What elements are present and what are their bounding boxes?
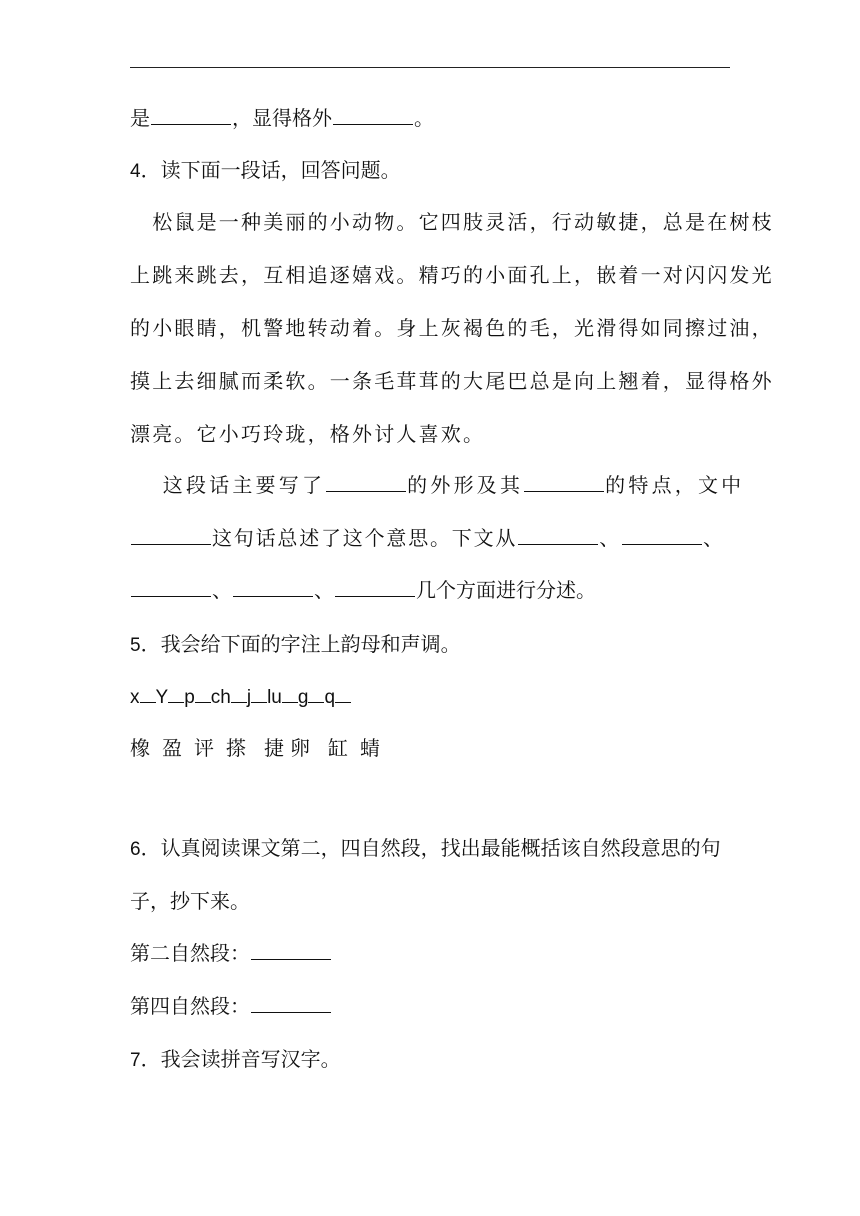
q7-heading	[130, 1044, 730, 1076]
character: 卵	[290, 736, 310, 760]
q4-heading	[130, 155, 730, 187]
pinyin-blank[interactable]	[195, 684, 211, 703]
q3-text-3: 。	[414, 106, 434, 130]
answer-label: 第二自然段：	[130, 941, 250, 965]
q4-task-line-2	[130, 523, 730, 553]
task-text: 几个方面进行分述。	[416, 578, 596, 602]
task-text: 的外形及其	[407, 473, 524, 497]
pinyin-initial: x	[130, 687, 140, 708]
character: 橡	[130, 736, 150, 760]
answer-blank[interactable]	[151, 104, 231, 125]
answer-blank[interactable]	[251, 992, 331, 1013]
q3-text-1: 是	[130, 106, 150, 130]
answer-blank[interactable]	[326, 471, 406, 492]
separator: 、	[703, 526, 725, 550]
q4-task-line-3	[130, 575, 730, 605]
passage-line: 上跳来跳去，互相追逐嬉戏。精巧的小面孔上，嵌着一对闪闪发光	[130, 263, 774, 287]
header-rule	[130, 67, 730, 68]
answer-blank[interactable]	[524, 471, 604, 492]
question-prompt: ．读下面一段话，回答问题。	[140, 158, 401, 182]
answer-blank[interactable]	[335, 576, 415, 597]
character-row	[130, 733, 730, 763]
answer-blank[interactable]	[333, 104, 413, 125]
pinyin-initial: q	[324, 687, 336, 708]
pinyin-row	[130, 683, 730, 713]
pinyin-initial: p	[184, 687, 195, 708]
question-number: 6	[130, 839, 141, 860]
passage-line: 摸上去细腻而柔软。一条毛茸茸的大尾巴总是向上翘着，显得格外	[130, 369, 774, 393]
task-text: 的特点，文中	[605, 473, 745, 497]
task-text: 这段话主要写了	[130, 473, 326, 497]
para4-answer-line	[130, 991, 730, 1021]
q3-text-2: ，显得格外	[232, 106, 332, 130]
answer-blank[interactable]	[622, 524, 702, 545]
character: 缸	[328, 736, 348, 760]
answer-blank[interactable]	[518, 524, 598, 545]
character: 评	[194, 736, 214, 760]
pinyin-initial: lu	[267, 687, 282, 708]
character: 盈	[162, 736, 182, 760]
question-number: 5	[130, 635, 141, 656]
answer-blank[interactable]	[251, 939, 331, 960]
separator: 、	[212, 578, 232, 602]
pinyin-initial: g	[297, 687, 309, 708]
pinyin-blank[interactable]	[251, 684, 267, 703]
pinyin-initial: ch	[210, 687, 231, 708]
pinyin-blank[interactable]	[231, 684, 247, 703]
pinyin-blank[interactable]	[282, 684, 298, 703]
answer-blank[interactable]	[233, 576, 313, 597]
question-prompt: ．我会给下面的字注上韵母和声调。	[140, 632, 461, 656]
character: 捷	[264, 736, 284, 760]
passage-line: 的小眼睛，机警地转动着。身上灰褐色的毛，光滑得如同擦过油，	[130, 316, 774, 340]
character: 搽	[226, 736, 246, 760]
answer-label: 第四自然段：	[130, 994, 250, 1018]
character: 蜻	[360, 736, 380, 760]
pinyin-initial: Y	[155, 687, 169, 708]
answer-blank[interactable]	[131, 524, 211, 545]
pinyin-blank[interactable]	[168, 684, 184, 703]
passage-line: 漂亮。它小巧玲珑，格外讨人喜欢。	[130, 422, 486, 446]
pinyin-blank[interactable]	[335, 684, 351, 703]
passage-line: 松鼠是一种美丽的小动物。它四肢灵活，行动敏捷，总是在树枝	[130, 210, 774, 234]
q3-tail-line	[130, 103, 730, 133]
q6-prompt-cont: 子，抄下来。	[130, 889, 250, 913]
pinyin-blank[interactable]	[140, 684, 156, 703]
question-prompt: ．认真阅读课文第二，四自然段，找出最能概括该自然段意思的句	[140, 836, 721, 860]
separator: 、	[314, 578, 334, 602]
pinyin-blank[interactable]	[308, 684, 324, 703]
separator: 、	[599, 526, 622, 550]
question-prompt: ．我会读拼音写汉字。	[140, 1047, 341, 1071]
pinyin-initial: j	[246, 687, 252, 708]
q6-heading	[130, 833, 730, 865]
q4-task-line-1	[130, 470, 745, 500]
task-text: 这句话总述了这个意思。下文从	[212, 526, 518, 550]
q5-heading	[130, 629, 730, 661]
para2-answer-line	[130, 938, 730, 968]
question-number: 7	[130, 1050, 141, 1071]
question-number: 4	[130, 161, 141, 182]
answer-blank[interactable]	[131, 576, 211, 597]
